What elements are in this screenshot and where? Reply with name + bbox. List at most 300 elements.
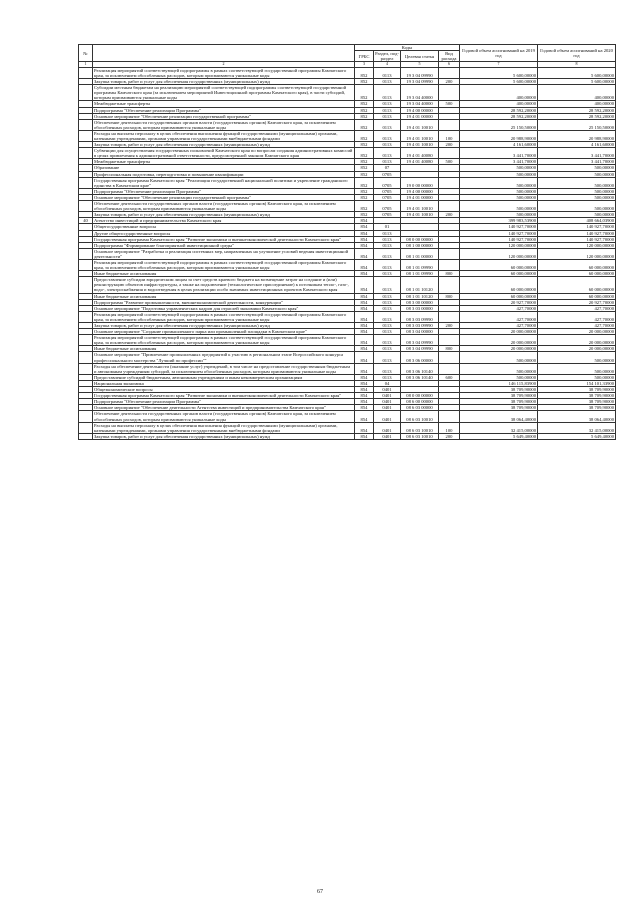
row-volume-2020: 120 000,00000 [538, 242, 616, 248]
row-name: Государственная программа Камчатского края "Развитие экономики и внешнеэкономической деятельности Камчатского края" [93, 236, 355, 242]
row-volume-2020: 427,70000 [538, 311, 616, 322]
row-volume-2019: 500,00000 [460, 363, 538, 374]
row-volume-2020: 500,00000 [538, 363, 616, 374]
row-name: Другие общегосударственные вопросы [93, 230, 355, 236]
row-volume-2019: 500,00000 [460, 194, 538, 200]
row-expense-type [439, 352, 460, 363]
row-grbs: 852 [355, 142, 374, 148]
row-volume-2019: 20 000,00000 [460, 329, 538, 335]
column-index: 8 [538, 62, 616, 68]
header-grbs: ГРБС [355, 51, 374, 62]
row-grbs: 852 [355, 107, 374, 113]
row-target-article: 08 6 00 00000 [401, 399, 439, 405]
row-volume-2019: 5 649,40000 [460, 433, 538, 439]
row-volume-2020: 500,00000 [538, 374, 616, 380]
row-volume-2020: 28 592,20000 [538, 107, 616, 113]
row-number [79, 433, 93, 439]
row-name: Субвенции для осуществления государственных полномочий Камчатского края по вопросам создания административных комиссий в целях привлечения к административной ответственности, предусмотренной законом Камчатского края [93, 148, 355, 159]
row-target-article: 19 3 04 09990 [401, 79, 439, 85]
row-grbs: 852 [355, 194, 374, 200]
row-target-article: 19 4 01 10010 [401, 119, 439, 130]
row-razdel: 0113 [374, 277, 401, 293]
row-expense-type: 800 [439, 346, 460, 352]
table-row [79, 433, 616, 439]
row-volume-2020: 4 161,60000 [538, 142, 616, 148]
row-name: Реализация мероприятий соответствующей подпрограммы в рамках соответствующей государственной программы Камчатского края, за исключением обособленных расходов, которым присваиваются уникальные коды [93, 67, 355, 78]
row-razdel: 0705 [374, 177, 401, 188]
row-volume-2020: 140 927,70000 [538, 230, 616, 236]
row-volume-2020: 5 600,00000 [538, 79, 616, 85]
row-volume-2020: 500,00000 [538, 201, 616, 212]
row-razdel: 0113 [374, 323, 401, 329]
row-volume-2019: 500,00000 [460, 212, 538, 218]
row-target-article: 08 3 03 00000 [401, 305, 439, 311]
row-grbs: 854 [355, 411, 374, 422]
row-name: Государственная программа Камчатского края "Реализация государственной национальной политики и укрепление гражданского единства в Камчатском крае" [93, 177, 355, 188]
table-row [79, 130, 616, 141]
column-index: 3 [355, 62, 374, 68]
row-target-article: 19 4 01 10010 [401, 142, 439, 148]
row-grbs: 854 [355, 329, 374, 335]
row-razdel: 0705 [374, 194, 401, 200]
row-name: Общегосударственные вопросы [93, 224, 355, 230]
row-razdel: 0113 [374, 230, 401, 236]
row-name: Субсидии местным бюджетам на реализацию мероприятий соответствующей подпрограммы соответствующей государственной программы Камчатского края (за исключением мероприятий Инвестиционной программы Камчатского края), в части субсидий, которым присваиваются уникальные коды [93, 85, 355, 101]
row-volume-2019: 28 592,20000 [460, 113, 538, 119]
row-volume-2019: 60 000,00000 [460, 259, 538, 270]
row-target-article: 19 4 01 10010 [401, 130, 439, 141]
table-body [79, 67, 616, 439]
row-volume-2020: 5 600,00000 [538, 67, 616, 78]
row-grbs: 854 [355, 311, 374, 322]
row-volume-2020: 38 709,90000 [538, 393, 616, 399]
row-razdel: 07 [374, 165, 401, 171]
row-grbs: 854 [355, 230, 374, 236]
row-grbs: 854 [355, 271, 374, 277]
header-razdel: Раздел, под-раздел [375, 51, 399, 62]
row-number [79, 259, 93, 270]
row-expense-type: 200 [439, 142, 460, 148]
table-row [79, 177, 616, 188]
row-name: Обеспечение деятельности государственных органов власти (государственных органов) Камчатского края, за исключением обособленных расходов, которым присваиваются уникальные коды [93, 119, 355, 130]
table-row [79, 363, 616, 374]
row-target-article: 08 1 01 10120 [401, 277, 439, 293]
row-volume-2019: 20 000,00000 [460, 346, 538, 352]
row-number [79, 148, 93, 159]
row-name: Основное мероприятие "Привлечение промышленных предприятий к участию в региональном этапе Всероссийского конкурса профессионального мастерства "Лучший по профессии"" [93, 352, 355, 363]
row-volume-2019: 400,00000 [460, 101, 538, 107]
row-volume-2019: 38 709,90000 [460, 405, 538, 411]
row-expense-type: 200 [439, 433, 460, 439]
table-row [79, 67, 616, 78]
row-volume-2019: 38 709,90000 [460, 393, 538, 399]
row-target-article: 08 3 04 00000 [401, 329, 439, 335]
row-grbs: 854 [355, 433, 374, 439]
row-volume-2019: 500,00000 [460, 165, 538, 171]
row-razdel: 0113 [374, 305, 401, 311]
row-name: Образование [93, 165, 355, 171]
header-volume-2020: Годовой объем ассигнований на 2020 год [538, 45, 616, 62]
row-volume-2020: 154 101,33900 [538, 380, 616, 386]
row-volume-2020: 3 441,70000 [538, 148, 616, 159]
row-volume-2020: 38 709,90000 [538, 399, 616, 405]
table-header [79, 45, 616, 68]
row-volume-2020: 38 064,40000 [538, 411, 616, 422]
row-grbs: 854 [355, 299, 374, 305]
row-volume-2020: 25 150,50000 [538, 119, 616, 130]
row-name: Основное мероприятие "Подготовка управленческих кадров для отраслей экономики Камчатского края" [93, 305, 355, 311]
row-expense-type [439, 277, 460, 293]
row-target-article: 08 3 03 09990 [401, 323, 439, 329]
row-volume-2019: 38 064,40000 [460, 411, 538, 422]
row-number [79, 177, 93, 188]
row-grbs: 852 [355, 159, 374, 165]
row-volume-2020: 500,00000 [538, 171, 616, 177]
row-name: Закупка товаров, работ и услуг для обеспечения государственных (муниципальных) нужд [93, 323, 355, 329]
row-razdel: 0113 [374, 130, 401, 141]
row-razdel: 0113 [374, 352, 401, 363]
row-razdel: 0113 [374, 271, 401, 277]
row-razdel: 0705 [374, 212, 401, 218]
row-razdel: 0401 [374, 422, 401, 433]
row-name: Закупка товаров, работ и услуг для обеспечения государственных (муниципальных) нужд [93, 433, 355, 439]
row-razdel: 0113 [374, 346, 401, 352]
column-index: 4 [374, 62, 401, 68]
row-target-article: 08 0 00 00000 [401, 236, 439, 242]
row-name: Реализация мероприятий соответствующей подпрограммы в рамках соответствующей государственной программы Камчатского края, за исключением обособленных расходов, которым присваиваются уникальные коды [93, 259, 355, 270]
row-expense-type: 800 [439, 293, 460, 299]
row-grbs: 854 [355, 242, 374, 248]
row-target-article: 19 0 00 00000 [401, 177, 439, 188]
row-target-article: 19 4 01 40080 [401, 148, 439, 159]
row-volume-2019: 500,00000 [460, 374, 538, 380]
row-volume-2019: 28 592,20000 [460, 107, 538, 113]
row-razdel: 0401 [374, 387, 401, 393]
row-expense-type: 200 [439, 79, 460, 85]
column-index: 2 [93, 62, 355, 68]
row-volume-2019: 20 000,00000 [460, 335, 538, 346]
row-grbs: 854 [355, 352, 374, 363]
row-razdel: 0113 [374, 242, 401, 248]
row-expense-type: 200 [439, 323, 460, 329]
row-grbs: 854 [355, 224, 374, 230]
row-name: Расходы на выплаты персоналу в целях обеспечения выполнения функций государственными (муниципальными) органами, казенными учреждениями, органами управления государственными внебюджетными фондами [93, 422, 355, 433]
row-razdel: 0705 [374, 188, 401, 194]
row-name: Иные бюджетные ассигнования [93, 346, 355, 352]
row-volume-2019: 500,00000 [460, 201, 538, 212]
row-grbs: 852 [355, 79, 374, 85]
row-grbs: 854 [355, 346, 374, 352]
row-expense-type [439, 148, 460, 159]
row-target-article: 19 3 04 09990 [401, 67, 439, 78]
row-name: Иные бюджетные ассигнования [93, 293, 355, 299]
row-grbs: 852 [355, 171, 374, 177]
row-volume-2020: 38 709,90000 [538, 387, 616, 393]
row-target-article: 08 1 00 00000 [401, 242, 439, 248]
header-target-article: Целевая статья [401, 51, 439, 62]
row-razdel: 0401 [374, 393, 401, 399]
row-razdel: 0113 [374, 107, 401, 113]
row-grbs: 852 [355, 130, 374, 141]
row-number [79, 311, 93, 322]
row-target-article: 19 4 01 10010 [401, 212, 439, 218]
row-expense-type [439, 335, 460, 346]
row-expense-type [439, 259, 460, 270]
row-name: Подпрограмма "Обеспечение реализации Программы" [93, 188, 355, 194]
row-name: Закупка товаров, работ и услуг для обеспечения государственных (муниципальных) нужд [93, 142, 355, 148]
row-razdel: 0113 [374, 113, 401, 119]
row-volume-2020: 60 000,00000 [538, 271, 616, 277]
row-volume-2020: 500,00000 [538, 212, 616, 218]
row-volume-2019: 140 927,70000 [460, 236, 538, 242]
table-row [79, 85, 616, 101]
row-grbs: 852 [355, 119, 374, 130]
row-name: Предоставление субсидии юридическим лицам за счет средств краевого бюджета на возмещение затрат на создание и (или) реконструкцию объектов инфраструктуры, а также на подключение (технологическое присоединение) к источникам тепло-, газо-, водо-, электроснабжения и водоотведения в целях реализации особо значимых инвестиционных проектов Камчатского края [93, 277, 355, 293]
row-target-article: 08 1 01 09990 [401, 271, 439, 277]
row-target-article: 08 3 04 09990 [401, 335, 439, 346]
row-grbs: 852 [355, 85, 374, 101]
table-row [79, 119, 616, 130]
row-volume-2019: 38 709,90000 [460, 399, 538, 405]
row-name: Подпрограмма "Развитие промышленности, внешнеэкономической деятельности, конкуренции" [93, 299, 355, 305]
row-target-article: 08 1 01 09990 [401, 259, 439, 270]
row-name: Основное мероприятие "Обеспечение реализации государственной программы" [93, 113, 355, 119]
row-razdel: 0113 [374, 119, 401, 130]
row-razdel: 0113 [374, 159, 401, 165]
row-grbs: 854 [355, 374, 374, 380]
row-number [79, 85, 93, 101]
row-name: Реализация мероприятий соответствующей подпрограммы в рамках соответствующей государственной программы Камчатского края, за исключением обособленных расходов, которым присваиваются уникальные коды [93, 311, 355, 322]
row-target-article: 08 3 06 10140 [401, 374, 439, 380]
row-razdel: 0113 [374, 142, 401, 148]
page-number: 67 [317, 889, 323, 895]
row-razdel: 0113 [374, 299, 401, 305]
row-volume-2019: 399 983,53900 [460, 218, 538, 224]
row-name: Иные бюджетные ассигнования [93, 271, 355, 277]
row-volume-2020: 20 000,00000 [538, 335, 616, 346]
row-target-article: 19 3 04 40000 [401, 101, 439, 107]
row-volume-2019: 427,70000 [460, 305, 538, 311]
row-target-article: 19 4 01 10010 [401, 201, 439, 212]
row-volume-2019: 32 415,00000 [460, 422, 538, 433]
row-volume-2019: 120 000,00000 [460, 242, 538, 248]
row-razdel: 0113 [374, 374, 401, 380]
row-target-article: 19 4 01 00000 [401, 194, 439, 200]
header-codes-group: Коды [355, 45, 460, 51]
row-volume-2020: 400,00000 [538, 85, 616, 101]
row-razdel: 0113 [374, 67, 401, 78]
row-name: Межбюджетные трансферты [93, 101, 355, 107]
row-target-article: 08 6 03 10010 [401, 411, 439, 422]
row-volume-2019: 500,00000 [460, 171, 538, 177]
row-razdel: 0401 [374, 411, 401, 422]
row-target-article: 08 3 04 09990 [401, 346, 439, 352]
row-name: Обеспечение деятельности государственных органов власти (государственных органов) Камчатского края, за исключением обособленных расходов, которым присваиваются уникальные коды [93, 411, 355, 422]
row-volume-2020: 20 000,00000 [538, 346, 616, 352]
row-name: Государственная программа Камчатского края "Развитие экономики и внешнеэкономической деятельности Камчатского края" [93, 393, 355, 399]
row-name: Основное мероприятие "Обеспечение деятельности Агентства инвестиций и предпринимательства Камчатского края" [93, 405, 355, 411]
column-index: 7 [460, 62, 538, 68]
table-row [79, 352, 616, 363]
row-name: Предоставление субсидий бюджетным, автономным учреждениям и иным некоммерческим организациям [93, 374, 355, 380]
row-number [79, 119, 93, 130]
row-razdel: 0113 [374, 148, 401, 159]
row-grbs: 852 [355, 201, 374, 212]
row-razdel: 0113 [374, 293, 401, 299]
row-volume-2019: 120 000,00000 [460, 248, 538, 259]
row-number [79, 248, 93, 259]
row-volume-2020: 60 000,00000 [538, 277, 616, 293]
row-razdel: 0113 [374, 311, 401, 322]
row-volume-2019: 20 988,90000 [460, 130, 538, 141]
row-volume-2019: 60 000,00000 [460, 293, 538, 299]
row-expense-type [439, 411, 460, 422]
row-volume-2019: 427,70000 [460, 323, 538, 329]
column-index: 6 [439, 62, 460, 68]
row-volume-2019: 3 441,70000 [460, 159, 538, 165]
row-grbs: 852 [355, 113, 374, 119]
row-volume-2020: 32 415,00000 [538, 422, 616, 433]
row-name: Основное мероприятие "Разработка и реализация системных мер, направленных на улучшение условий ведения инвестиционной деятельности" [93, 248, 355, 259]
row-number [79, 67, 93, 78]
table-row [79, 335, 616, 346]
row-name: Обеспечение деятельности государственных органов власти (государственных органов) Камчатского края, за исключением обособленных расходов, которым присваиваются уникальные коды [93, 201, 355, 212]
row-grbs: 852 [355, 188, 374, 194]
row-razdel: 0705 [374, 171, 401, 177]
row-volume-2020: 28 592,20000 [538, 113, 616, 119]
row-volume-2019: 146 115,83900 [460, 380, 538, 386]
row-target-article: 08 6 03 10010 [401, 433, 439, 439]
table-row [79, 201, 616, 212]
row-volume-2020: 500,00000 [538, 188, 616, 194]
row-volume-2020: 3 441,70000 [538, 159, 616, 165]
row-target-article: 08 1 01 10120 [401, 293, 439, 299]
header-name [93, 45, 355, 62]
row-grbs: 854 [355, 236, 374, 242]
row-grbs: 854 [355, 399, 374, 405]
row-grbs: 854 [355, 248, 374, 259]
row-volume-2019: 140 927,70000 [460, 224, 538, 230]
row-razdel: 04 [374, 380, 401, 386]
row-expense-type [439, 67, 460, 78]
row-grbs: 854 [355, 305, 374, 311]
row-razdel: 0113 [374, 363, 401, 374]
row-target-article: 19 4 01 00000 [401, 113, 439, 119]
row-target-article: 19 3 04 40000 [401, 85, 439, 101]
row-name: Подпрограмма "Обеспечение реализации Программы" [93, 399, 355, 405]
row-name: Основное мероприятие "Обеспечение реализации государственной программы" [93, 194, 355, 200]
row-volume-2020: 500,00000 [538, 165, 616, 171]
row-name: Расходы на выплаты персоналу в целях обеспечения выполнения функций государственными (муниципальными) органами, казенными учреждениями, органами управления государственными внебюджетными фондами [93, 130, 355, 141]
row-volume-2020: 500,00000 [538, 194, 616, 200]
column-index: 1 [79, 62, 93, 68]
row-name: Национальная экономика [93, 380, 355, 386]
row-volume-2020: 500,00000 [538, 352, 616, 363]
row-volume-2020: 400,00000 [538, 101, 616, 107]
row-volume-2020: 408 664,03900 [538, 218, 616, 224]
row-expense-type: 100 [439, 130, 460, 141]
row-razdel: 0113 [374, 101, 401, 107]
table-row [79, 148, 616, 159]
row-grbs: 854 [355, 259, 374, 270]
row-razdel: 0401 [374, 433, 401, 439]
row-target-article: 08 3 03 09990 [401, 311, 439, 322]
row-name: Подпрограмма "Обеспечение реализации Программы" [93, 107, 355, 113]
row-expense-type: 500 [439, 159, 460, 165]
row-razdel: 0113 [374, 85, 401, 101]
row-razdel: 0113 [374, 236, 401, 242]
row-expense-type: 500 [439, 101, 460, 107]
row-target-article: 08 1 01 00000 [401, 248, 439, 259]
row-razdel: 0705 [374, 201, 401, 212]
row-razdel: 0113 [374, 329, 401, 335]
header-expense-type: Вид расхода [439, 51, 460, 62]
row-target-article: 08 0 00 00000 [401, 393, 439, 399]
row-volume-2020: 60 000,00000 [538, 293, 616, 299]
row-name: Закупка товаров, работ и услуг для обеспечения государственных (муниципальных) нужд [93, 212, 355, 218]
row-volume-2019: 140 927,70000 [460, 230, 538, 236]
row-volume-2019: 25 150,50000 [460, 119, 538, 130]
row-name: Реализация мероприятий соответствующей подпрограммы в рамках соответствующей государственной программы Камчатского края, за исключением обособленных расходов, которым присваиваются уникальные коды [93, 335, 355, 346]
row-volume-2020: 120 000,00000 [538, 248, 616, 259]
row-razdel: 0113 [374, 335, 401, 346]
row-number [79, 411, 93, 422]
row-razdel: 0401 [374, 399, 401, 405]
row-grbs: 854 [355, 335, 374, 346]
row-volume-2019: 20 927,70000 [460, 299, 538, 305]
row-volume-2020: 427,70000 [538, 323, 616, 329]
row-volume-2020: 500,00000 [538, 177, 616, 188]
row-volume-2020: 20 000,00000 [538, 329, 616, 335]
row-expense-type: 200 [439, 212, 460, 218]
row-grbs: 854 [355, 293, 374, 299]
row-razdel: 0113 [374, 259, 401, 270]
row-target-article: 08 3 00 00000 [401, 299, 439, 305]
table-row [79, 411, 616, 422]
row-target-article: 08 6 03 00000 [401, 405, 439, 411]
row-grbs: 854 [355, 387, 374, 393]
row-volume-2019: 60 000,00000 [460, 271, 538, 277]
row-name: Межбюджетные трансферты [93, 159, 355, 165]
row-number [79, 363, 93, 374]
row-grbs: 854 [355, 380, 374, 386]
row-number: 40 [79, 218, 93, 224]
row-volume-2019: 400,00000 [460, 85, 538, 101]
row-volume-2020: 140 927,70000 [538, 224, 616, 230]
row-volume-2020: 38 709,90000 [538, 405, 616, 411]
row-expense-type [439, 248, 460, 259]
row-expense-type [439, 363, 460, 374]
row-number [79, 130, 93, 141]
row-volume-2020: 140 927,70000 [538, 236, 616, 242]
row-number [79, 277, 93, 293]
row-grbs: 854 [355, 393, 374, 399]
row-number [79, 335, 93, 346]
row-name: Подпрограмма "Формирование благоприятной инвестиционной среды" [93, 242, 355, 248]
row-target-article: 19 4 01 40080 [401, 159, 439, 165]
row-number [79, 352, 93, 363]
row-volume-2020: 427,70000 [538, 305, 616, 311]
row-razdel: 01 [374, 224, 401, 230]
row-number [79, 201, 93, 212]
row-grbs: 852 [355, 101, 374, 107]
table-row [79, 422, 616, 433]
budget-table [78, 44, 616, 440]
column-index: 5 [401, 62, 439, 68]
row-grbs: 854 [355, 422, 374, 433]
row-volume-2019: 38 709,90000 [460, 387, 538, 393]
row-volume-2020: 20 927,70000 [538, 299, 616, 305]
